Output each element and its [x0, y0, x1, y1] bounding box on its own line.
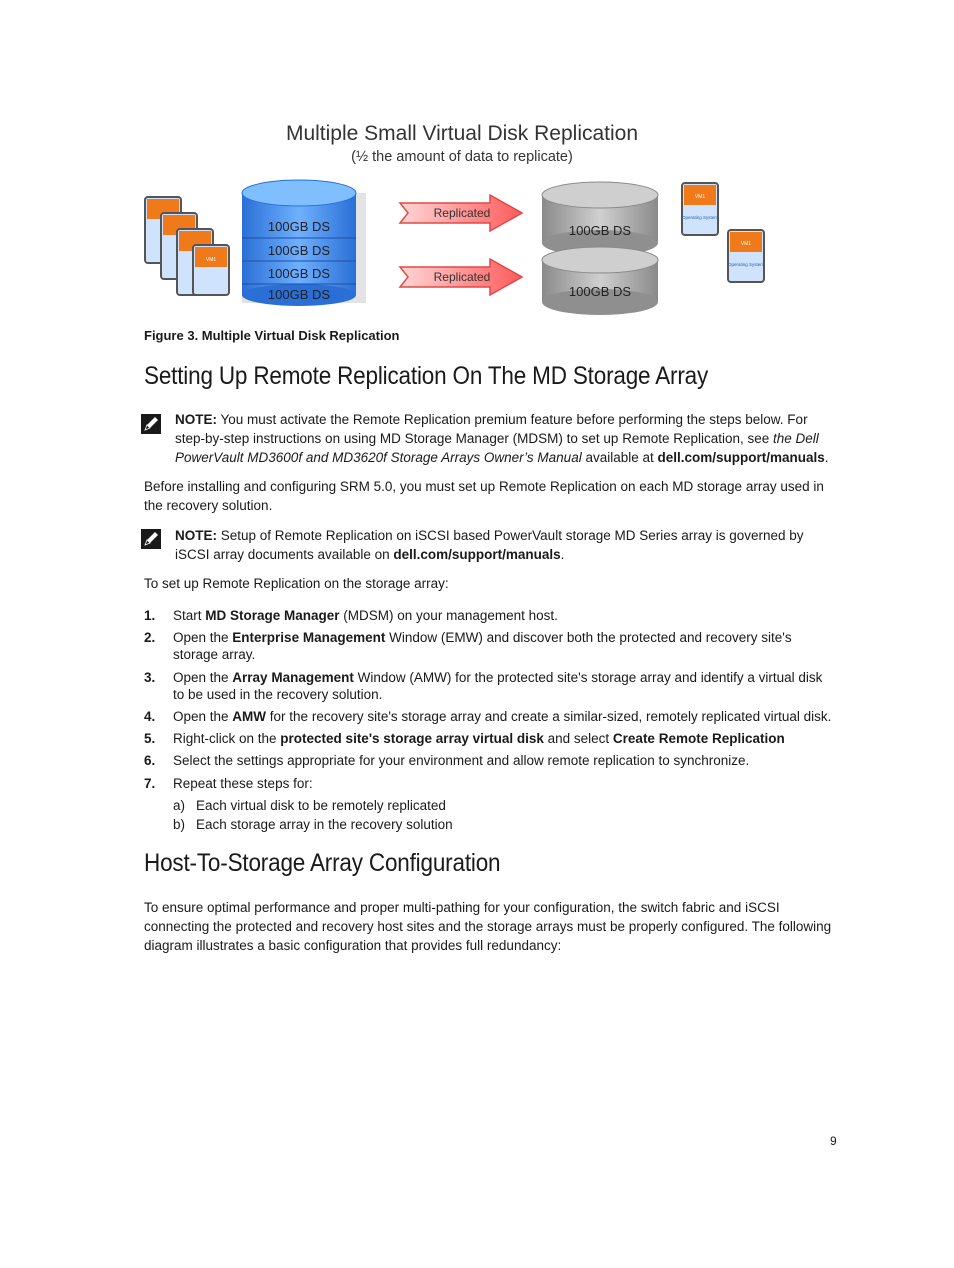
vm-card-label: VM1 — [740, 241, 752, 247]
note-activate-premium — [175, 410, 835, 467]
manual-title: the Dell PowerVault MD3600f and MD3620f Storage Arrays Owner’s Manual — [175, 431, 819, 465]
step-text: for the recovery site's storage array and create a similar-sized, remotely replicated virtual disk. — [266, 709, 832, 724]
step-text: Open the — [173, 670, 233, 685]
arrow-label: Replicated — [433, 270, 491, 284]
note-label: NOTE: — [175, 412, 217, 427]
step-bold: Array Management — [232, 670, 354, 685]
section-heading: Setting Up Remote Replication On The MD Storage Array — [144, 362, 709, 390]
substep-letter: a) — [173, 798, 186, 813]
target-disk-label: 100GB DS — [568, 223, 632, 238]
step-item — [144, 752, 834, 769]
step-item — [144, 730, 834, 747]
steps-intro: To set up Remote Replication on the storage array: — [144, 576, 449, 591]
figure-title: Multiple Small Virtual Disk Replication — [285, 122, 639, 145]
substep-letter: b) — [173, 817, 186, 832]
step-item — [144, 669, 834, 703]
step-text: Window (EMW) and discover both the protected and recovery site's storage array. — [173, 630, 792, 662]
note-text: . — [560, 547, 565, 562]
replication-diagram — [140, 115, 780, 325]
target-storage-cylinder-bottom — [542, 247, 658, 315]
step-text: Open the — [173, 630, 233, 645]
step-number: 1. — [144, 608, 156, 623]
page-number: 9 — [830, 1134, 837, 1148]
source-disk-label: 100GB DS — [267, 219, 331, 234]
step-number: 3. — [144, 670, 156, 685]
step-text: and select — [543, 731, 613, 746]
note-icon — [140, 528, 162, 555]
substep-text: Each virtual disk to be remotely replicated — [196, 798, 446, 813]
step-item — [144, 708, 834, 725]
section-heading: Host-To-Storage Array Configuration — [144, 849, 501, 877]
step-bold: Create Remote Replication — [612, 731, 785, 746]
vm-card-os: Operating System — [727, 262, 765, 267]
step-number: 7. — [144, 776, 156, 791]
figure-caption: Figure 3. Multiple Virtual Disk Replication — [144, 328, 400, 343]
step-text: Repeat these steps for: — [173, 776, 313, 791]
step-item — [144, 607, 834, 624]
vm-card-icon — [682, 183, 718, 235]
source-disk-label: 100GB DS — [267, 243, 331, 258]
step-bold: AMW — [232, 709, 267, 724]
step-number: 6. — [144, 753, 156, 768]
vm-card-icon — [728, 230, 764, 282]
note-text: You must activate the Remote Replication premium feature before performing the steps below. For step-by-step instructions on using MD Storage Manager (MDSM) to set up Remote Replication, see — [175, 412, 808, 446]
note-icon — [140, 413, 162, 440]
arrow-label: Replicated — [433, 206, 491, 220]
source-storage-cylinder — [242, 180, 366, 306]
figure-subtitle: (½ the amount of data to replicate) — [351, 149, 573, 165]
replicated-arrow-bottom — [400, 259, 522, 295]
step-number: 2. — [144, 630, 156, 645]
source-disk-label: 100GB DS — [267, 266, 331, 281]
step-item — [144, 775, 834, 792]
note-text: . — [824, 450, 829, 465]
step-text: (MDSM) on your management host. — [339, 608, 558, 623]
note-text: Setup of Remote Replication on iSCSI based PowerVault storage MD Series array is governed by iSCSI array documents available on — [175, 528, 804, 562]
note-iscsi — [175, 526, 835, 564]
replication-figure — [140, 115, 780, 325]
intro-paragraph: Before installing and configuring SRM 5.0, you must set up Remote Replication on each MD storage array used in the recovery solution. — [144, 479, 824, 513]
note-text: available at — [581, 450, 658, 465]
support-link[interactable]: dell.com/support/manuals — [393, 547, 561, 562]
vm-card-os: Operating System — [681, 215, 719, 220]
step-item — [144, 629, 834, 663]
step-text: Select the settings appropriate for your environment and allow remote replication to synchronize. — [173, 753, 750, 768]
vm-card-label: VM1 — [694, 194, 706, 200]
step-bold: protected site's storage array virtual disk — [280, 731, 544, 746]
step-number: 5. — [144, 731, 156, 746]
support-link[interactable]: dell.com/support/manuals — [657, 450, 825, 465]
target-storage-cylinder-top — [542, 182, 658, 256]
step-number: 4. — [144, 709, 156, 724]
step-bold: MD Storage Manager — [205, 608, 340, 623]
source-disk-label: 100GB DS — [267, 287, 331, 302]
note-label: NOTE: — [175, 528, 217, 543]
substep-text: Each storage array in the recovery solution — [196, 817, 453, 832]
step-text: Open the — [173, 709, 233, 724]
step-text: Right-click on the — [173, 731, 281, 746]
step-bold: Enterprise Management — [232, 630, 386, 645]
step-text: Start — [173, 608, 206, 623]
target-disk-label: 100GB DS — [568, 284, 632, 299]
replicated-arrow-top — [400, 195, 522, 231]
config-paragraph: To ensure optimal performance and proper multi-pathing for your configuration, the switch fabric and iSCSI connecting the protected and recovery host sites and the storage arrays must be properly configured. The following diagram illustrates a basic configuration that provides full redundancy: — [144, 900, 832, 953]
vm-stack-icon — [145, 197, 229, 295]
step-text: Window (AMW) for the protected site's storage array and identify a virtual disk to be used in the recovery solution. — [173, 670, 823, 702]
vm-stack-label: VM1 — [205, 257, 217, 263]
